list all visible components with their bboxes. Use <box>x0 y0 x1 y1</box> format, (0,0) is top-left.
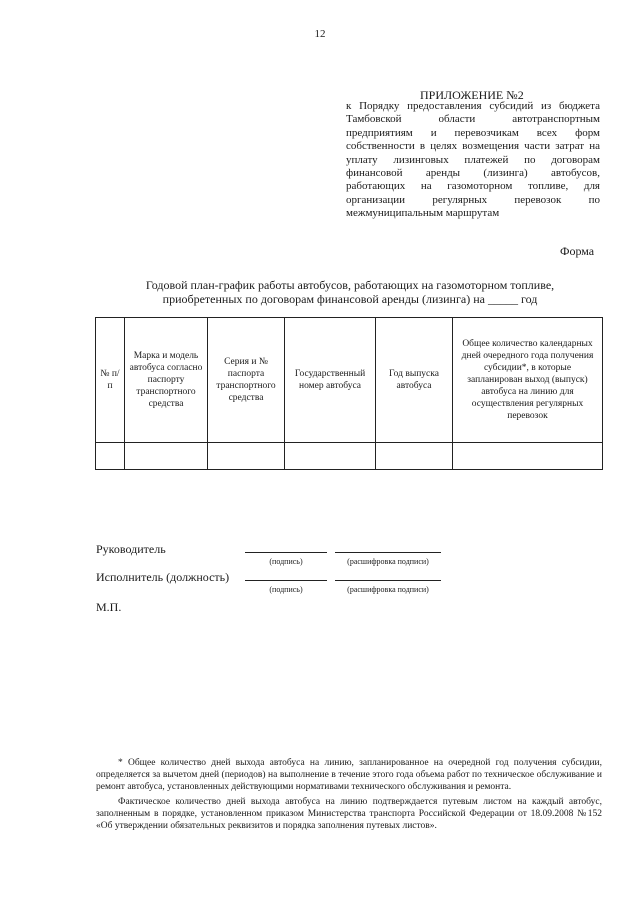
head-decode-line <box>335 540 441 553</box>
appendix-title: ПРИЛОЖЕНИЕ №2 <box>420 88 524 102</box>
head-sign-caption: (подпись) <box>269 557 303 566</box>
header-cell-passport: Серия и № паспорта транспортного средства <box>208 318 285 443</box>
executor-label: Исполнитель (должность) <box>96 570 230 584</box>
table-row <box>96 443 603 470</box>
executor-sign-caption: (подпись) <box>269 585 303 594</box>
appendix-text: к Порядку предоставления субсидий из бюджета Тамбовской области автотранспортным предприятиям и перевозчикам всех форм собственности в целях возмещения части затрат на уплату лизинговых платежей по договорам финансовой аренды (лизинга) автобусов, работающих на газомоторном топливе, для организации регулярных перевозок по межмуниципальным маршрутам <box>346 100 600 220</box>
header-cell-plate: Государственный номер автобуса <box>285 318 376 443</box>
executor-sign-line <box>245 568 327 581</box>
table-cell <box>453 443 603 470</box>
executor-decode-caption: (расшифровка подписи) <box>347 585 429 594</box>
form-label: Форма <box>560 244 595 258</box>
page-number: 12 <box>314 28 326 40</box>
table-cell <box>125 443 208 470</box>
title-line-1: Годовой план-график работы автобусов, работающих на газомоторном топливе, <box>145 278 555 292</box>
head-label: Руководитель <box>96 542 166 556</box>
table-header-row <box>96 318 603 443</box>
seal-label: М.П. <box>96 600 122 614</box>
footnote-1: * Общее количество дней выхода автобуса на линию, запланированное на очередной год получения субсидии, определяется за вычетом дней (периодов) на выполнение в течение этого года объема работ по техническое обслуживание и ремонт автобуса, установленных действующими нормативами технического обслуживания и ремонта. <box>96 758 602 792</box>
table-cell <box>208 443 285 470</box>
table-cell <box>285 443 376 470</box>
head-decode-caption: (расшифровка подписи) <box>347 557 429 566</box>
header-cell-year: Год выпуска автобуса <box>376 318 453 443</box>
schedule-table <box>95 317 603 470</box>
head-sign-line <box>245 540 327 553</box>
header-cell-model: Марка и модель автобуса согласно паспорту транспортного средства <box>125 318 208 443</box>
title-line-2: приобретенных по договорам финансовой аренды (лизинга) на _____ год <box>162 292 538 306</box>
footnote-2: Фактическое количество дней выхода автобуса на линию подтверждается путевым листом на каждый автобус, заполненным в порядке, установленном приказом Министерства транспорта Российской Федерации от 18.09.2008 №152 «Об утверждении обязательных реквизитов и порядка заполнения путевых листов». <box>96 797 602 831</box>
table-cell <box>376 443 453 470</box>
header-cell-number: № п/п <box>96 318 125 443</box>
table-cell <box>96 443 125 470</box>
executor-decode-line <box>335 568 441 581</box>
header-cell-days: Общее количество календарных дней очередного года получения субсидии*, в которые запланирован выход (выпуск) автобуса на линию для осуществления регулярных перевозок <box>453 318 603 443</box>
footnotes <box>96 757 602 835</box>
document-title <box>90 278 610 306</box>
